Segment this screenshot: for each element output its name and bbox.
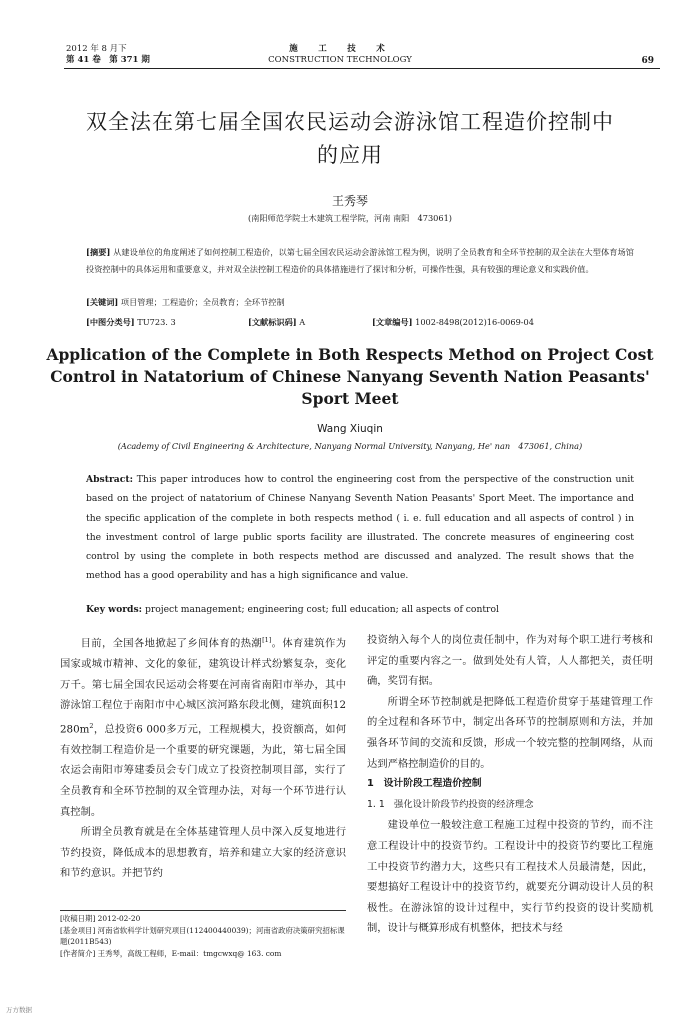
keywords-cn-label: [关键词]: [86, 297, 119, 307]
affiliation-cn: (南阳师范学院土木建筑工程学院，河南 南阳 473061): [248, 213, 452, 223]
clc-code: [中图分类号] TU723. 3: [86, 317, 176, 327]
body-paragraph: 目前，全国各地掀起了乡间体育的热潮[1]。体育建筑作为国家或城市精神、文化的象征，建筑设计样式纷繁复杂，变化万千。第七届全国农民运动会将要在河南省南阳市举办，其中游泳馆工程位于南阳市中心城区滨河路东段北侧，建筑面积12 $280m^2$，总投资6 000多万元，工程规模大，投资额高，如何有效控制工程造价是一个重要的研究课题，为此，第七届全国农运会南阳市筹建委员会专门成立了投资控制项目部，实行了全员教育和全环节控制的双全管理办法，对每一个环节进行认真控制。: [60, 636, 347, 818]
footnotes: [60, 913, 350, 959]
title-cn: 双全法在第七届全国农民运动会游泳馆工程造价控制中的应用: [86, 110, 614, 167]
abstract-cn-text: 从建设单位的角度阐述了如何控制工程造价，以第七届全国农民运动会游泳馆工程为例，说明了全员教育和全环节控制的双全法在大型体育场馆投资控制中的具体运用和重要意义，并对双全法控制工程造价的具体措施进行了探讨和分析，可操作性强，具有较强的理论意义和实践价值。: [86, 247, 634, 275]
body-paragraph: 所谓全员教育就是在全体基建管理人员中深入反复地进行节约投资，降低成本的思想教育，培养和建立大家的经济意识和节约意识。并把节约: [60, 826, 346, 880]
author-en: Wang Xiuqin: [317, 423, 383, 435]
keywords-cn-text: 项目管理；工程造价；全员教育；全环节控制: [120, 297, 285, 307]
running-header-left: [66, 44, 150, 66]
body-paragraph: 所谓全环节控制就是把降低工程造价贯穿于基建管理工作的全过程和各环节中，制定出各环节的控制原则和方法，并加强各环节间的交流和反馈，形成一个较完整的控制网络，从而达到严格控制造价的目的。: [367, 695, 653, 770]
volume-issue: 第 41 卷 第 371 期: [66, 55, 150, 65]
document-code: [文献标识码] A: [248, 317, 306, 327]
abstract-cn: [86, 244, 634, 279]
footnote-rule: [60, 910, 346, 911]
section-heading: 1 设计阶段工程造价控制: [367, 778, 482, 790]
body-column-right: [367, 630, 653, 939]
title-en: Application of the Complete in Both Respects Method on Project Cost Control in Natatorium of Chinese Nanyang Seventh Nation Peasants' Sport Meet: [46, 345, 654, 408]
page-number: 69: [641, 56, 654, 66]
subsection-heading: 1. 1 强化设计阶段节约投资的经济理念: [367, 798, 534, 810]
footnote-received: [收稿日期] 2012-02-20: [60, 914, 141, 923]
footnote-author: [作者简介] 王秀琴，高级工程师，E-mail：tmgcwxq@ 163. com: [60, 948, 282, 958]
abstract-en-text: This paper introduces how to control the engineering cost from the perspective of the construction unit based on the project of natatorium of Chinese Nanyang Seventh Nation Peasants' Sport Meet. The importance and the specific application of the complete in both respects method ( i. e. full education and all aspects of control ) in the investment control of large public sports facility are illustrated. The concrete measures of engineering cost control by using the complete in both respects method are discussed and analyzed. The result shows that the method has a good operability and has a high significance and value.: [86, 474, 635, 582]
citation-ref: [1]: [262, 636, 272, 644]
header-rule: [64, 68, 660, 69]
watermark: 万方数据: [6, 1006, 32, 1014]
keywords-en-label: Key words:: [86, 604, 143, 615]
journal-name-en: CONSTRUCTION TECHNOLOGY: [268, 55, 412, 65]
running-header-center: [240, 44, 440, 66]
body-paragraph: 建设单位一般较注意工程施工过程中投资的节约，而不注意工程设计中的投资节约。工程设计中的投资节约要比工程施工中投资节约潜力大，这些只有工程技术人员最清楚，因此，要想搞好工程设计中的投资节约，就要充分调动设计人员的积极性。在游泳馆的设计过程中，实行节约投资的设计奖励机制，设计与概算形成有机整体，把技术与经: [367, 819, 653, 935]
body-column-left: [60, 630, 346, 884]
body-paragraph: 投资纳入每个人的岗位责任制中，作为对每个职工进行考核和评定的重要内容之一。做到处处有人管，人人都把关，责任明确，奖罚有据。: [367, 634, 653, 688]
article-number: [文章编号] 1002-8498(2012)16-0069-04: [372, 317, 534, 327]
abstract-cn-label: [摘要]: [86, 247, 111, 257]
keywords-en: [86, 604, 634, 615]
abstract-en-label: Abstract:: [86, 474, 133, 485]
superscript: 2: [89, 721, 94, 730]
author-cn: 王秀琴: [331, 194, 368, 208]
affiliation-en: (Academy of Civil Engineering & Architecture, Nanyang Normal University, Nanyang, He' nan 473061, China): [117, 441, 583, 451]
footnote-fund: [基金项目] 河南省软科学计划研究项目(112400440039)；河南省政府决策研究招标课题(2011B543): [60, 925, 345, 947]
issue-date: 2012 年 8 月下: [66, 44, 127, 54]
keywords-cn: [86, 297, 634, 308]
journal-name-cn: 施 工 技 术: [289, 44, 391, 54]
abstract-en: [86, 470, 634, 586]
keywords-en-text: project management; engineering cost; full education; all aspects of control: [144, 604, 499, 615]
